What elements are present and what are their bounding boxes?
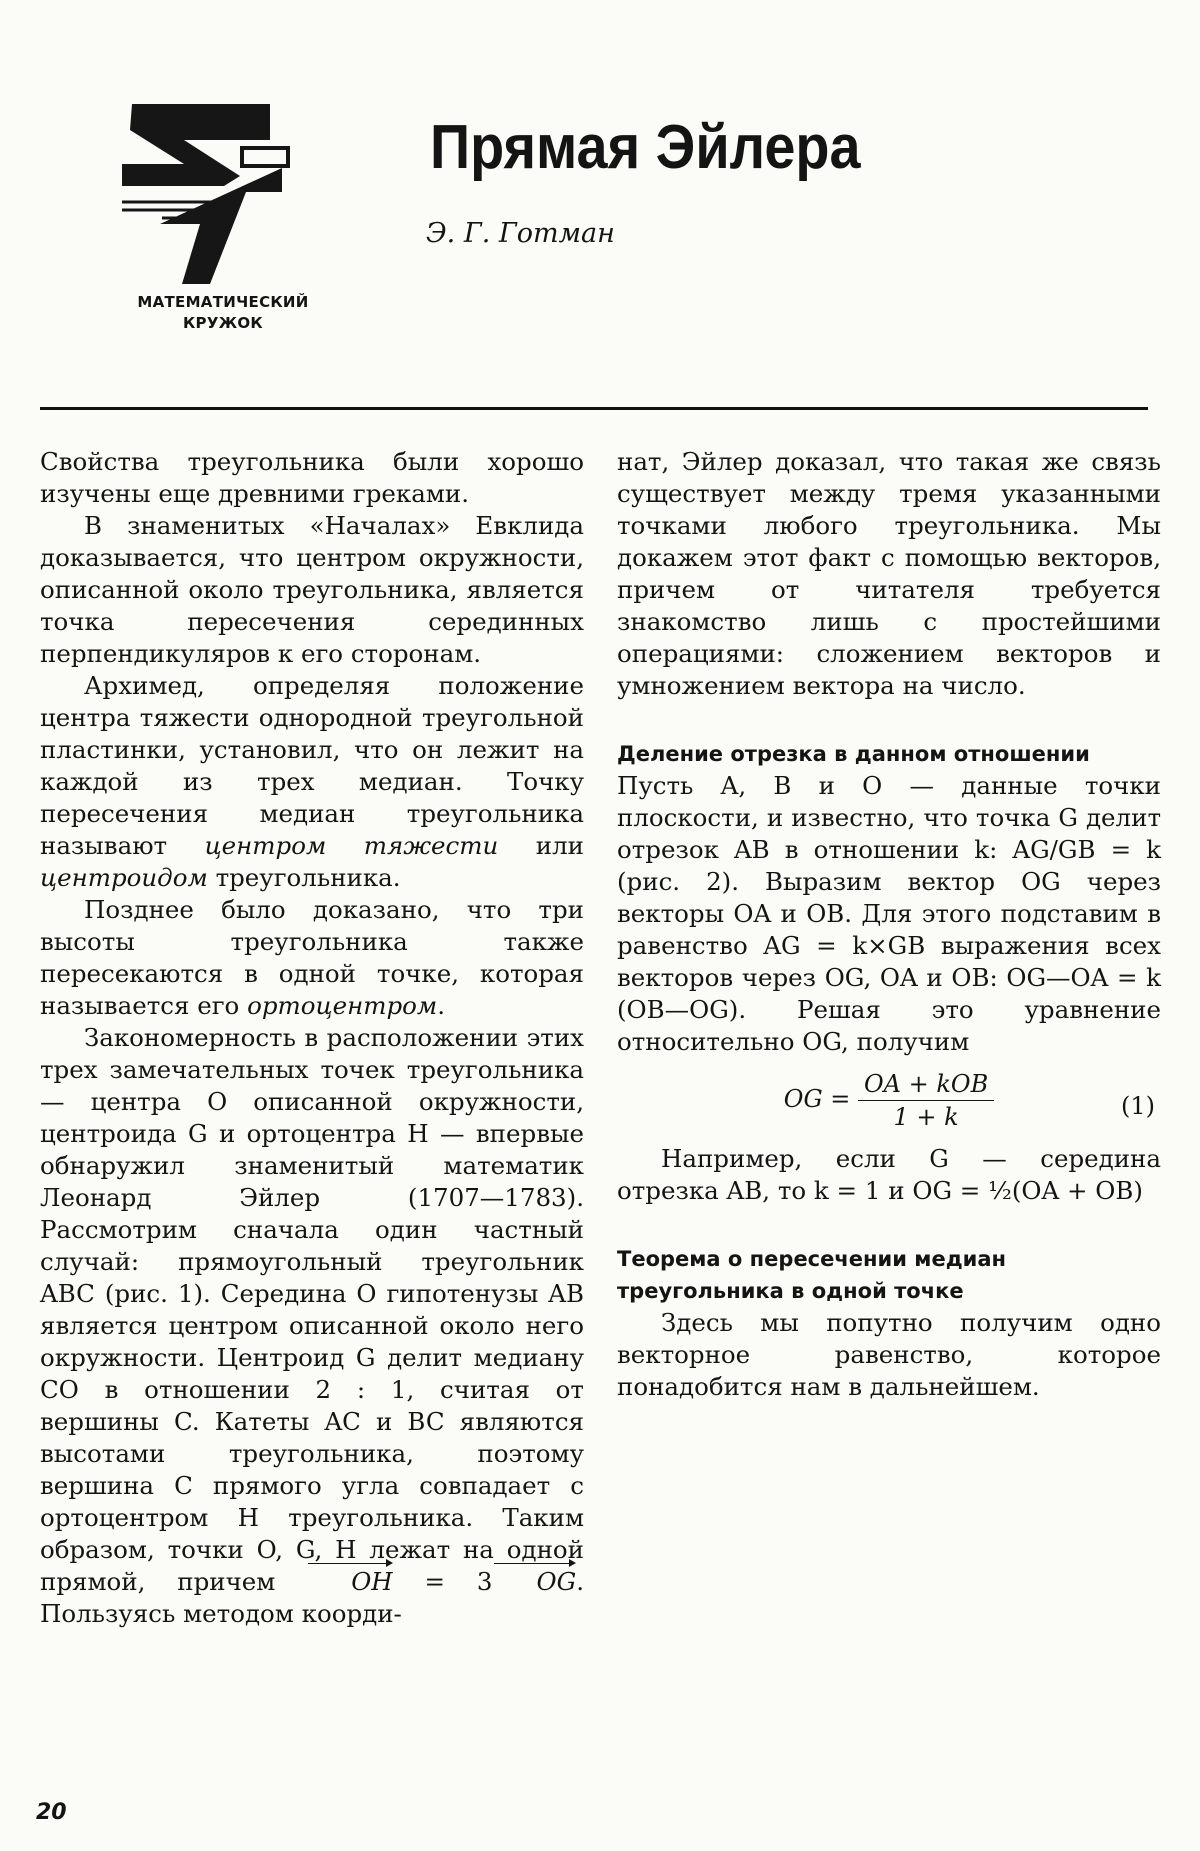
paragraph: Здесь мы попутно получим одно векторное равенство, которое понадобится нам в дальнейшем. — [617, 1308, 1161, 1401]
left-column — [40, 446, 584, 1630]
formula-denominator: 1 + k — [893, 1103, 959, 1131]
formula-numerator: OA + kOB — [858, 1068, 994, 1101]
vector-og: OG — [493, 1566, 577, 1598]
paragraph — [40, 670, 584, 894]
text-run: . — [437, 991, 446, 1020]
sigma-shape — [122, 104, 270, 186]
vector-oh: OH — [307, 1566, 392, 1598]
paragraph: Пусть A, B и O — данные точки плоскости, и известно, что точка G делит отрезок AB в отношении k: AG/GB = k (рис. 2). Выразим вектор OG через векторы OA и OB. Для этого подставим в равенство AG = k×GB выражения всех векторов через OG, OA и OB: OG—OA = k (OB—OG). Решая это уравнение относительно OG, получим — [617, 771, 1161, 1056]
formula-fraction — [858, 1068, 994, 1133]
section-heading: Теорема о пересечении медиан треугольника в одной точке — [617, 1247, 1007, 1303]
page-number: 20 — [36, 1800, 67, 1825]
logo-caption — [118, 292, 328, 334]
text-run: Позднее было доказано, что три высоты треугольника также пересекаются в одной точке, которая называется его — [40, 895, 584, 1020]
text-run: треугольника. — [207, 863, 401, 892]
paragraph: Свойства треугольника были хорошо изучены еще древними греками. — [40, 447, 584, 508]
formula-number: (1) — [1121, 1092, 1155, 1120]
term-orthocenter: ортоцентром — [247, 991, 438, 1020]
logo-caption-line1: МАТЕМАТИЧЕСКИЙ — [137, 293, 309, 311]
logo-caption-line2: КРУЖОК — [183, 314, 263, 332]
text-run: = 3 — [392, 1567, 493, 1596]
paragraph — [40, 894, 584, 1022]
text-run: Закономерность в расположении этих трех замечательных точек треугольника — центра O описанной окружности, центроида G и ортоцентра H — впервые обнаружил знаменитый математик Леонард Эйлер (1707—1783). Рассмотрим сначала один частный случай: прямоугольный треугольник ABC (рис. 1). Середина O гипотенузы AB является центром описанной около него окружности. Центроид G делит медиану CO в отношении 2 : 1, считая от вершины C. Катеты AC и BC являются высотами треугольника, поэтому вершина C прямого угла совпадает с ортоцентром H треугольника. Таким образом, точки O, G, H лежат на одной прямой, причем — [40, 1023, 584, 1596]
term-centroid-of-mass: центром тяжести — [204, 831, 499, 860]
paragraph — [40, 1022, 584, 1630]
formula-1 — [617, 1068, 1161, 1133]
text-run: или — [498, 831, 584, 860]
paragraph: Например, если G — середина отрезка AB, то k = 1 и OG = ½(OA + OB) — [617, 1144, 1161, 1205]
paragraph: нат, Эйлер доказал, что такая же связь существует между тремя указанными точками любого треугольника. Мы докажем этот факт с помощью векторов, причем от читателя требуется знакомство лишь с простейшими операциями: сложением векторов и умножением вектора на число. — [617, 447, 1161, 700]
article-author: Э. Г. Готман — [426, 218, 615, 249]
text-run: . Пользуясь методом коорди- — [40, 1567, 584, 1628]
math-circle-logo — [122, 104, 322, 294]
right-column — [617, 446, 1161, 1403]
article-title: Прямая Эйлера — [430, 113, 861, 182]
term-centroid: центроидом — [40, 863, 208, 892]
text-run: Архимед, определяя положение центра тяжести однородной треугольной пластинки, установил, что он лежит на каждой из трех медиан. Точку пересечения медиан треугольника называют — [40, 671, 584, 860]
header-divider — [40, 407, 1148, 410]
paragraph: В знаменитых «Началах» Евклида доказывается, что центром окружности, описанной около треугольника, является точка пересечения серединных перпендикуляров к его сторонам. — [40, 511, 584, 668]
section-heading: Деление отрезка в данном отношении — [617, 742, 1090, 766]
formula-lhs: OG = — [783, 1085, 851, 1113]
